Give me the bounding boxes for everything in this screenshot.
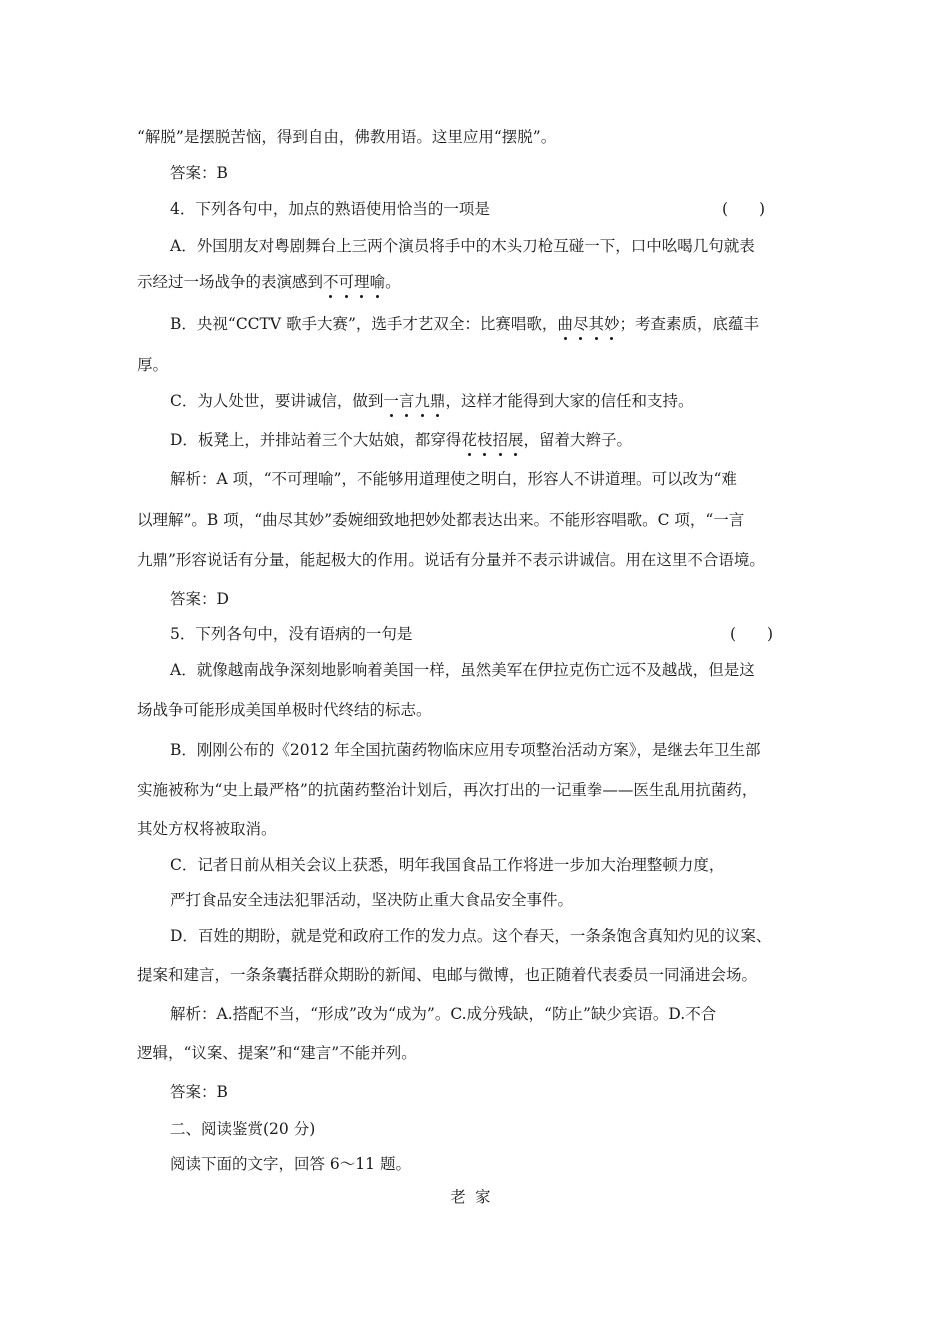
- dotted-char: 九: [414, 392, 430, 410]
- option-c-line: [170, 390, 693, 412]
- line-text: 示经过一场战争的表演感到: [137, 273, 324, 291]
- dotted-char: 一: [383, 392, 399, 410]
- dotted-char: 其: [588, 315, 604, 333]
- dotted-char: 妙: [603, 315, 620, 333]
- answer-bracket: ( ): [730, 625, 774, 643]
- analysis-line: 逻辑，“议案、提案”和“建言”不能并列。: [137, 1044, 417, 1062]
- analysis-line: 以理解”。B 项，“曲尽其妙”委婉细致地把妙处都表达出来。不能形容唱歌。C 项，“一言: [137, 511, 745, 529]
- analysis-line: 解析：A.搭配不当，“形成”改为“成为”。C.成分残缺，“防止”缺少宾语。D.不合: [170, 1005, 717, 1023]
- line-text: ，这样才能得到大家的信任和支持。: [445, 392, 694, 410]
- dotted-char: 不: [323, 273, 339, 291]
- option-a-line: A．外国朋友对粤剧舞台上三两个演员将手中的木头刀枪互碰一下，口中吆喝几句就表: [170, 237, 755, 255]
- dotted-char: 喻: [369, 273, 386, 291]
- line-text: ；考查素质，底蕴丰: [619, 315, 759, 333]
- section-intro: 阅读下面的文字，回答 6～11 题。: [170, 1155, 411, 1173]
- option-c-line: 严打食品安全违法犯罪活动，坚决防止重大食品安全事件。: [170, 891, 574, 909]
- dotted-char: 言: [398, 392, 415, 410]
- answer-line: 答案：B: [170, 164, 228, 182]
- option-a-line: A．就像越南战争深刻地影响着美国一样，虽然美军在伊拉克伤亡远不及越战，但是这: [170, 661, 755, 679]
- dotted-char: 花: [461, 431, 477, 449]
- line-text: 。: [385, 273, 401, 291]
- answer-line: 答案：D: [170, 590, 229, 608]
- dotted-char: 尽: [572, 315, 589, 333]
- dotted-char: 可: [338, 273, 355, 291]
- passage-title: 老家: [450, 1188, 500, 1206]
- option-c-line: C．记者日前从相关会议上获悉，明年我国食品工作将进一步加大治理整顿力度，: [170, 856, 725, 874]
- question-4-stem: 4．下列各句中，加点的熟语使用恰当的一项是: [170, 200, 490, 218]
- option-d-line: [170, 429, 632, 451]
- option-b-line: B．刚刚公布的《2012 年全国抗菌药物临床应用专项整治活动方案》，是继去年卫生部: [170, 741, 761, 759]
- analysis-line: 解析：A 项，“不可理喻”，不能够用道理使之明白，形容人不讲道理。可以改为“难: [170, 470, 737, 488]
- line-text: B．央视“CCTV 歌手大赛”，选手才艺双全：比赛唱歌，: [170, 315, 558, 333]
- dotted-char: 理: [354, 273, 370, 291]
- dotted-char: 曲: [557, 315, 573, 333]
- option-b-line: 厚。: [137, 356, 169, 374]
- option-a-line: 场战争可能形成美国单极时代终结的标志。: [137, 701, 432, 719]
- dotted-char: 展: [507, 431, 524, 449]
- analysis-line: 九鼎”形容说话有分量，能起极大的作用。说话有分量并不表示讲诚信。用在这里不合语境。: [137, 551, 765, 569]
- section-heading: 二、阅读鉴赏(20 分): [170, 1120, 316, 1138]
- question-5-stem: 5．下列各句中，没有语病的一句是: [170, 625, 413, 643]
- option-a-line: [137, 271, 401, 293]
- option-d-line: D．百姓的期盼，就是党和政府工作的发力点。这个春天，一条条饱含真知灼见的议案、: [170, 927, 772, 945]
- line-text: C．为人处世，要讲诚信，做到: [170, 392, 384, 410]
- line-text: D．板凳上，并排站着三个大姑娘，都穿得: [170, 431, 462, 449]
- dotted-char: 鼎: [429, 392, 446, 410]
- option-b-line: 实施被称为“史上最严格”的抗菌药整治计划后，再次打出的一记重拳——医生乱用抗菌药，: [137, 781, 758, 799]
- option-d-line: 提案和建言，一条条囊括群众期盼的新闻、电邮与微博，也正随着代表委员一同涌进会场。: [137, 966, 758, 984]
- text-line: “解脱”是摆脱苦恼，得到自由，佛教用语。这里应用“摆脱”。: [137, 128, 557, 146]
- answer-bracket: ( ): [722, 200, 766, 218]
- option-b-line: [170, 313, 759, 335]
- dotted-char: 招: [492, 431, 508, 449]
- dotted-char: 枝: [476, 431, 493, 449]
- option-b-line: 其处方权将被取消。: [137, 820, 277, 838]
- answer-line: 答案：B: [170, 1083, 228, 1101]
- line-text: ，留着大辫子。: [523, 431, 633, 449]
